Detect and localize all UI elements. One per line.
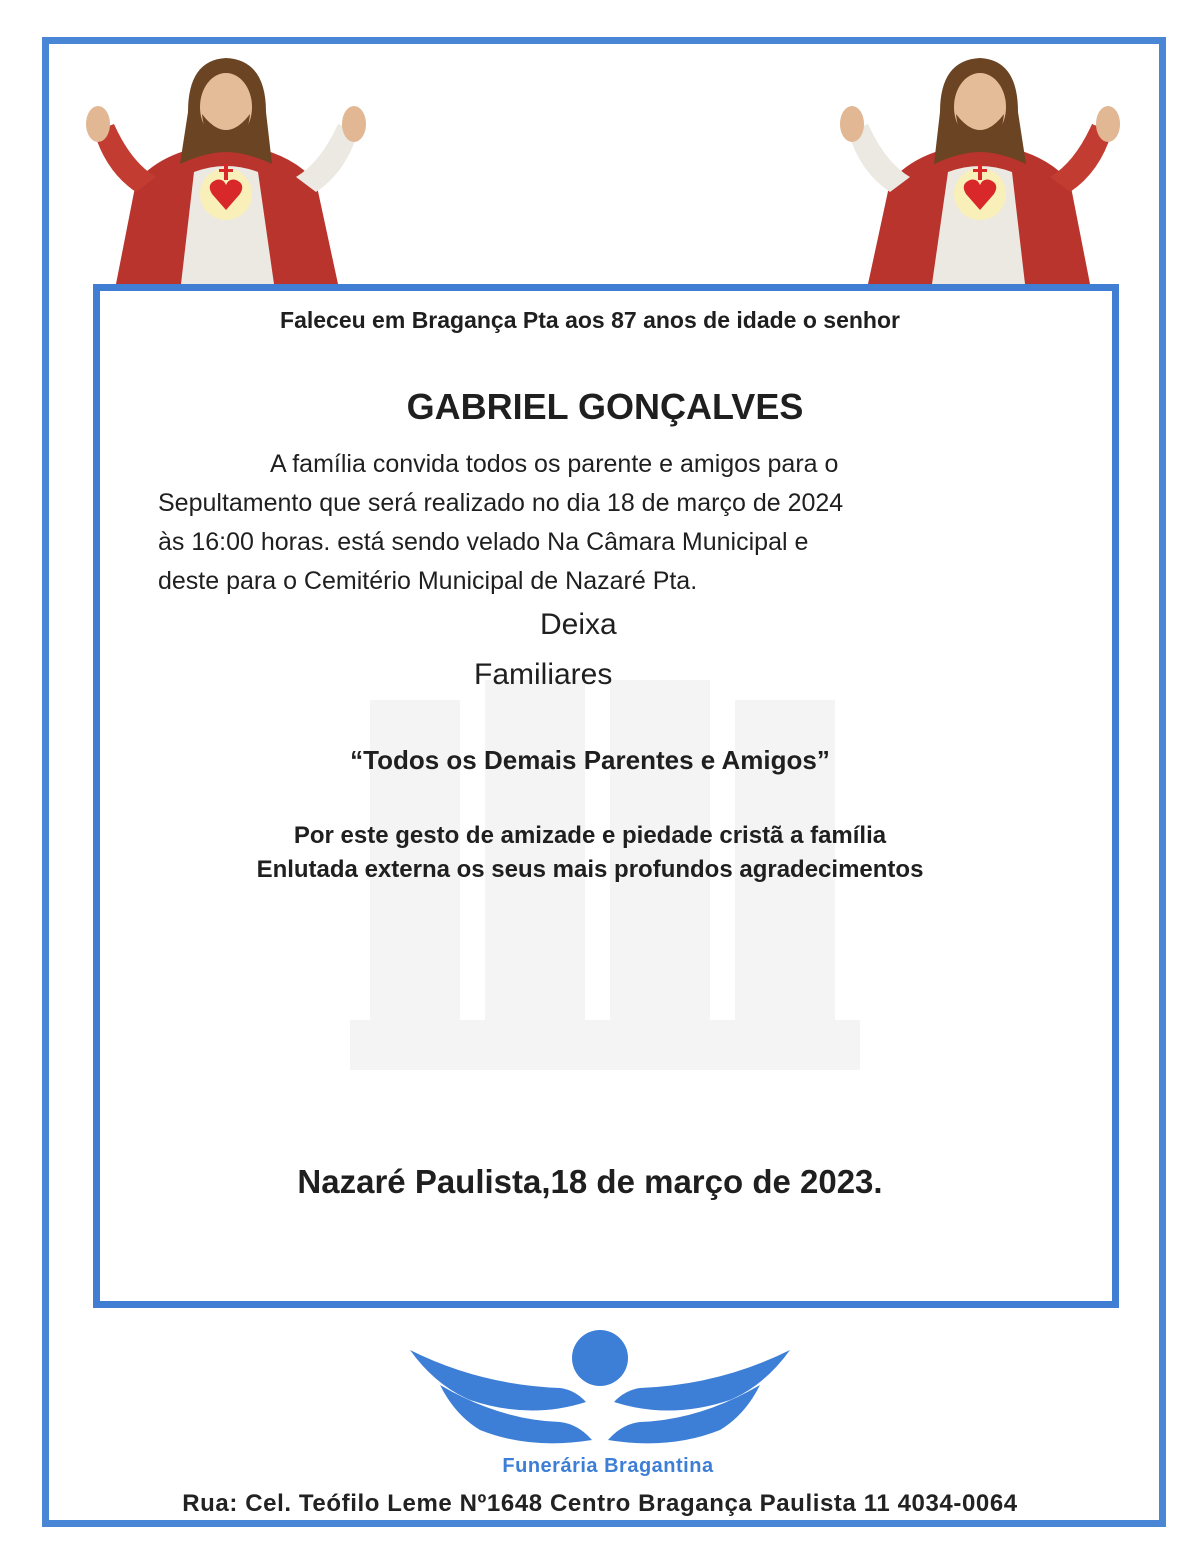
- relatives-quote: “Todos os Demais Parentes e Amigos”: [350, 745, 830, 775]
- leaves-label: Deixa: [540, 608, 617, 641]
- invitation-line-1: A família convida todos os parente e amigos para o: [270, 450, 839, 478]
- place-date-line: Nazaré Paulista,18 de março de 2023.: [297, 1163, 883, 1200]
- company-address: Rua: Cel. Teófilo Leme Nº1648 Centro Bragança Paulista 11 4034-0064: [182, 1490, 1018, 1517]
- thanks-line-1: Por este gesto de amizade e piedade cristã a família: [293, 822, 887, 849]
- thanks-line-2: Enlutada externa os seus mais profundos agradecimentos: [256, 856, 924, 883]
- invitation-line-2: Sepultamento que será realizado no dia 18 de março de 2024: [158, 489, 844, 517]
- company-name: Funerária Bragantina: [502, 1455, 714, 1477]
- deceased-name: GABRIEL GONÇALVES: [406, 386, 804, 427]
- sacred-heart-figure-icon: [76, 52, 376, 284]
- invitation-line-4: deste para o Cemitério Municipal de Nazaré Pta.: [158, 567, 698, 595]
- invitation-line-3: às 16:00 horas. está sendo velado Na Câmara Municipal e: [158, 528, 809, 556]
- funeral-home-logo-icon: [410, 1330, 790, 1452]
- family-label: Familiares: [474, 658, 613, 691]
- death-announcement-intro: Faleceu em Bragança Pta aos 87 anos de idade o senhor: [280, 307, 900, 333]
- sacred-heart-figure-icon: [830, 52, 1130, 284]
- watermark-building-icon: [350, 640, 860, 1070]
